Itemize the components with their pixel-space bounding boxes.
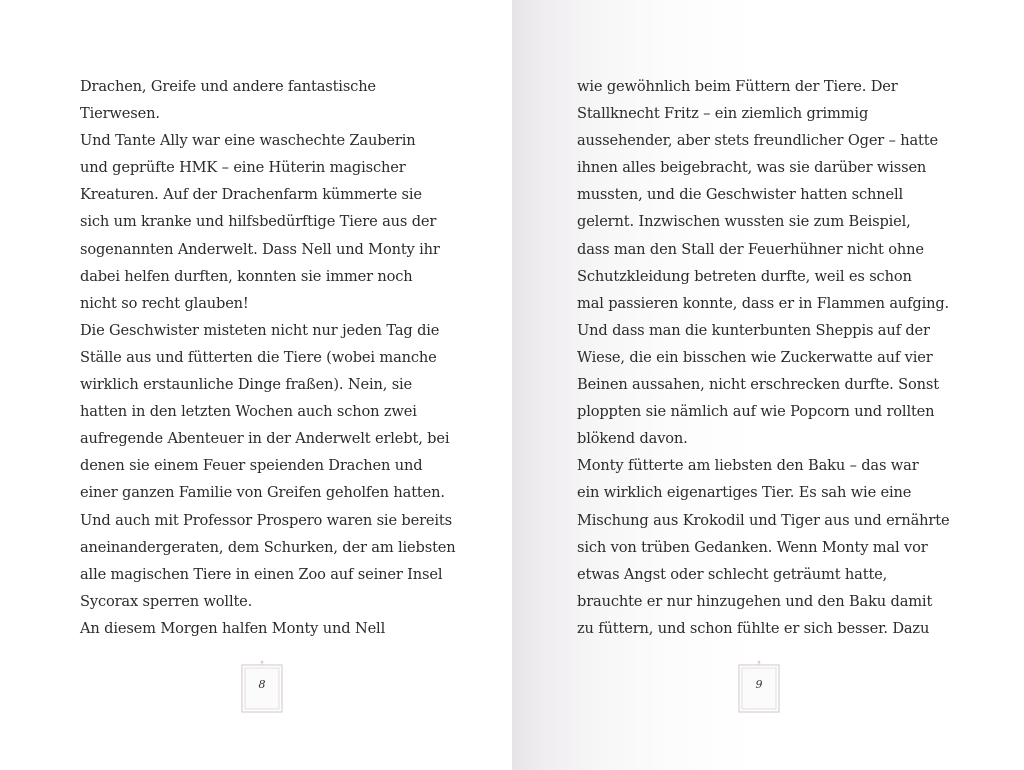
text-line: aussehender, aber stets freundlicher Oger – hatte — [577, 132, 938, 150]
text-line: und geprüfte HMK – eine Hüterin magischer — [80, 159, 406, 177]
text-line: Ställe aus und fütterten die Tiere (wobei manche — [80, 348, 437, 366]
text-line: dass man den Stall der Feuerhühner nicht ohne — [577, 240, 924, 258]
text-line: aneinandergeraten, dem Schurken, der am liebsten — [80, 538, 456, 556]
text-line: Und dass man die kunterbunten Sheppis auf der — [577, 321, 930, 339]
page-number-left: 8 — [258, 678, 266, 691]
page-number-frame-left — [240, 660, 284, 714]
text-line: Monty fütterte am liebsten den Baku – das war — [577, 457, 919, 475]
text-line: Und Tante Ally war eine waschechte Zauberin — [80, 132, 416, 150]
text-line: etwas Angst oder schlecht geträumt hatte, — [577, 565, 888, 583]
text-line: Wiese, die ein bisschen wie Zuckerwatte auf vier — [577, 348, 933, 366]
text-line: hatten in den letzten Wochen auch schon zwei — [80, 403, 417, 421]
text-line: aufregende Abenteuer in der Anderwelt erlebt, bei — [80, 430, 450, 448]
text-line: ein wirklich eigenartiges Tier. Es sah wie eine — [577, 484, 912, 502]
text-line: ploppten sie nämlich auf wie Popcorn und rollten — [577, 403, 935, 421]
right-page-text — [577, 73, 949, 642]
page-number-right: 9 — [755, 678, 763, 691]
text-line: Drachen, Greife und andere fantastische — [80, 78, 376, 95]
text-line: Stallknecht Fritz – ein ziemlich grimmig — [577, 105, 869, 123]
text-line: zu füttern, und schon fühlte er sich besser. Dazu — [577, 619, 930, 637]
text-line: Mischung aus Krokodil und Tiger aus und ernährte — [577, 511, 950, 529]
text-line: sich von trüben Gedanken. Wenn Monty mal vor — [577, 538, 928, 556]
text-line: blökend davon. — [577, 430, 688, 448]
text-line: wie gewöhnlich beim Füttern der Tiere. Der — [577, 78, 898, 95]
text-line: Beinen aussahen, nicht erschrecken durfte. Sonst — [577, 376, 939, 394]
right-page — [512, 0, 1024, 770]
text-line: alle magischen Tiere in einen Zoo auf seiner Insel — [80, 565, 443, 583]
text-line: nicht so recht glauben! — [80, 294, 249, 312]
text-line: Tierwesen. — [80, 105, 160, 123]
text-line: mussten, und die Geschwister hatten schnell — [577, 186, 904, 204]
text-line: gelernt. Inzwischen wussten sie zum Beispiel, — [577, 213, 911, 231]
text-line: Kreaturen. Auf der Drachenfarm kümmerte sie — [80, 186, 422, 204]
text-line: wirklich erstaunliche Dinge fraßen). Nein, sie — [80, 376, 413, 394]
left-page-text — [80, 73, 456, 642]
text-line: ihnen alles beigebracht, was sie darüber wissen — [577, 159, 927, 177]
text-line: An diesem Morgen halfen Monty und Nell — [80, 619, 386, 637]
text-line: einer ganzen Familie von Greifen geholfen hatten. — [80, 484, 445, 502]
text-line: sogenannten Anderwelt. Dass Nell und Monty ihr — [80, 240, 440, 258]
text-line: Schutzkleidung betreten durfte, weil es schon — [577, 267, 912, 285]
text-line: mal passieren konnte, dass er in Flammen aufging. — [577, 294, 950, 312]
text-line: Die Geschwister misteten nicht nur jeden Tag die — [80, 321, 440, 339]
text-line: denen sie einem Feuer speienden Drachen und — [80, 457, 423, 475]
text-line: sich um kranke und hilfsbedürftige Tiere aus der — [80, 213, 437, 231]
text-line: Sycorax sperren wollte. — [80, 592, 253, 610]
page-number-frame-right — [737, 660, 781, 714]
text-line: brauchte er nur hinzugehen und den Baku damit — [577, 592, 933, 610]
text-line: dabei helfen durften, konnten sie immer noch — [80, 267, 413, 285]
text-line: Und auch mit Professor Prospero waren sie bereits — [80, 511, 452, 529]
